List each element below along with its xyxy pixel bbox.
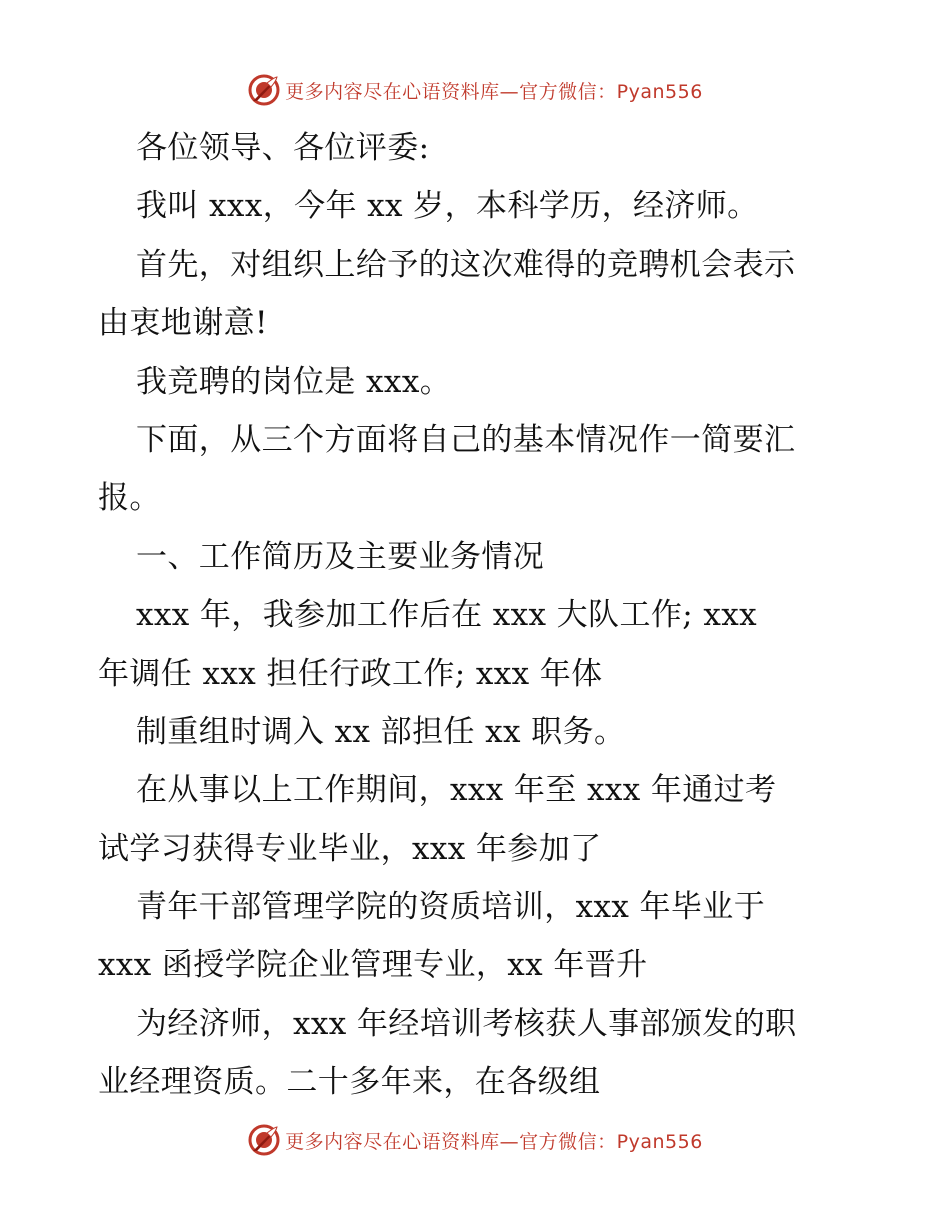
header-banner-text: 更多内容尽在心语资料库—官方微信：Pyan556	[285, 80, 703, 103]
doc-line-5: 我竞聘的岗位是 xxx。	[136, 363, 452, 400]
doc-line-17: 业经理资质。二十多年来，在各级组	[98, 1064, 601, 1101]
doc-line-14: 青年干部管理学院的资质培训，xxx 年毕业于	[136, 889, 766, 926]
doc-line-2: 我叫 xxx，今年 xx 岁，本科学历，经济师。	[136, 188, 759, 225]
footer-banner-text: 更多内容尽在心语资料库—官方微信：Pyan556	[285, 1130, 703, 1153]
doc-line-4: 由衷地谢意!	[98, 305, 268, 342]
quill-circle-logo-icon	[247, 1123, 281, 1157]
doc-line-16: 为经济师，xxx 年经培训考核获人事部颁发的职	[136, 1005, 797, 1042]
doc-line-12: 在从事以上工作期间，xxx 年至 xxx 年通过考	[136, 772, 777, 809]
doc-line-13: 试学习获得专业毕业，xxx 年参加了	[98, 830, 602, 867]
doc-line-10: 年调任 xxx 担任行政工作; xxx 年体	[98, 655, 603, 692]
doc-line-3: 首先，对组织上给予的这次难得的竞聘机会表示	[136, 246, 796, 283]
doc-line-7: 报。	[98, 480, 161, 517]
doc-line-1: 各位领导、各位评委:	[136, 130, 430, 166]
header-banner	[0, 68, 950, 112]
footer-banner	[0, 1118, 950, 1162]
doc-line-11: 制重组时调入 xx 部担任 xx 职务。	[136, 713, 626, 750]
document-body	[98, 119, 858, 1112]
doc-line-6: 下面，从三个方面将自己的基本情况作一简要汇	[136, 421, 796, 458]
doc-line-15: xxx 函授学院企业管理专业，xx 年晋升	[98, 947, 648, 984]
quill-circle-logo-icon	[247, 73, 281, 107]
doc-line-8: 一、工作简历及主要业务情况	[136, 538, 545, 575]
doc-line-9: xxx 年，我参加工作后在 xxx 大队工作; xxx	[136, 597, 758, 634]
